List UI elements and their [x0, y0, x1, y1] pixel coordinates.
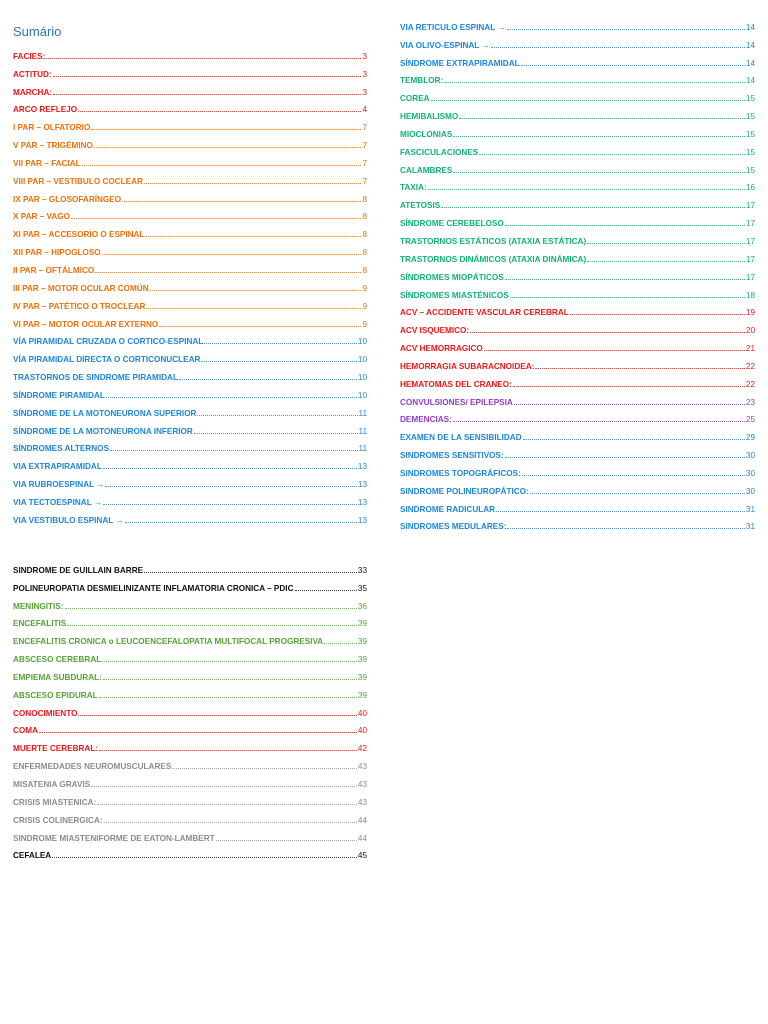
toc-entry-label: COMA [13, 726, 39, 736]
toc-entry[interactable] [400, 424, 755, 442]
toc-entry-label: CRISIS MIASTENICA: [13, 797, 97, 807]
toc-entry-page: 40 [357, 726, 367, 736]
toc-dot-leader [99, 749, 357, 751]
toc-dot-leader [507, 28, 745, 30]
toc-entry-page: 8 [362, 230, 367, 240]
toc-entry-label: TRASTORNOS DINÁMICOS (ATAXIA DINÁMICA) [400, 254, 587, 264]
toc-entry-page: 15 [745, 94, 755, 104]
toc-dot-leader [479, 153, 745, 155]
toc-entry-label: VI PAR – MOTOR OCULAR EXTERNO [13, 319, 159, 329]
toc-dot-leader [39, 731, 357, 733]
toc-entry[interactable] [400, 192, 755, 210]
toc-dot-leader [453, 171, 745, 173]
toc-entry[interactable] [400, 389, 755, 407]
toc-entry-page: 7 [362, 158, 367, 168]
toc-entry[interactable] [400, 14, 755, 32]
toc-entry-label: VÍA PIRAMIDAL DIRECTA O CORTICONUCLEAR [13, 355, 201, 365]
toc-entry-label: ABSCESO EPIDURAL [13, 690, 98, 700]
toc-entry-page: 15 [745, 165, 755, 175]
toc-entry-page: 44 [357, 815, 367, 825]
toc-entry-label: CALAMBRES [400, 165, 453, 175]
toc-entry[interactable] [13, 682, 367, 700]
toc-entry[interactable] [13, 771, 367, 789]
toc-entry[interactable] [13, 700, 367, 718]
toc-entry-page: 11 [358, 426, 367, 436]
toc-entry-label: ATETOSIS [400, 201, 441, 211]
toc-entry-label: ACTITUD: [13, 69, 52, 79]
toc-right-column [400, 14, 755, 531]
toc-entry-page: 8 [362, 212, 367, 222]
toc-entry-label: IX PAR – GLOSOFARÍNGEO [13, 194, 122, 204]
toc-entry-page: 9 [362, 301, 367, 311]
toc-entry-page: 8 [362, 248, 367, 258]
toc-entry[interactable] [400, 68, 755, 86]
toc-entry[interactable] [400, 85, 755, 103]
toc-entry[interactable] [13, 275, 367, 293]
toc-entry-page: 31 [745, 504, 755, 514]
toc-entry[interactable] [400, 442, 755, 460]
toc-entry-page: 9 [362, 283, 367, 293]
toc-entry[interactable] [13, 97, 367, 115]
toc-dot-leader [441, 206, 745, 208]
toc-entry-page: 13 [357, 462, 367, 472]
toc-entry[interactable] [13, 753, 367, 771]
toc-entry-label: EXAMEN DE LA SENSIBILIDAD [400, 433, 522, 443]
toc-entry-label: SÍNDROME CEREBELOSO [400, 219, 504, 229]
toc-entry-page: 17 [745, 272, 755, 282]
toc-entry-page: 3 [362, 69, 367, 79]
toc-entry-page: 14 [745, 58, 755, 68]
toc-entry-page: 11 [358, 444, 367, 454]
toc-entry[interactable] [400, 210, 755, 228]
toc-entry-page: 7 [362, 123, 367, 133]
toc-dot-leader [459, 117, 745, 119]
toc-entry-page: 20 [745, 326, 755, 336]
toc-dot-leader [104, 821, 357, 823]
toc-dot-leader [53, 75, 362, 77]
toc-entry-page: 13 [357, 497, 367, 507]
toc-entry-page: 30 [745, 451, 755, 461]
toc-entry[interactable] [13, 825, 367, 843]
toc-entry-label: TAXIA: [400, 183, 427, 193]
toc-entry-page: 19 [745, 308, 755, 318]
toc-dot-leader [428, 188, 745, 190]
toc-dot-leader [514, 403, 745, 405]
toc-dot-leader [125, 521, 357, 523]
toc-entry-label: ACV ISQUEMICO: [400, 326, 470, 336]
toc-dot-leader [103, 467, 357, 469]
toc-entry-page: 13 [357, 480, 367, 490]
toc-entry[interactable] [400, 371, 755, 389]
toc-entry[interactable] [13, 79, 367, 97]
toc-entry-page: 39 [357, 690, 367, 700]
toc-entry-label: COREA [400, 94, 430, 104]
toc-dot-leader [324, 642, 357, 644]
toc-entry[interactable] [400, 32, 755, 50]
toc-dot-leader [67, 624, 357, 626]
toc-entry-page: 43 [357, 779, 367, 789]
toc-dot-leader [491, 46, 745, 48]
toc-entry-label: II PAR – OFTÁLMICO [13, 265, 95, 275]
toc-dot-leader [71, 217, 361, 219]
toc-entry[interactable] [400, 335, 755, 353]
toc-dot-leader [496, 510, 745, 512]
toc-left-column-lower [13, 557, 367, 860]
toc-entry[interactable] [13, 293, 367, 311]
toc-entry[interactable] [400, 514, 755, 532]
toc-entry-label: HEMIBALISMO [400, 112, 459, 122]
toc-entry-label: MARCHA: [13, 87, 53, 97]
toc-entry[interactable] [400, 50, 755, 68]
toc-entry[interactable] [13, 718, 367, 736]
toc-entry-label: I PAR – OLFATORIO [13, 123, 91, 133]
toc-entry-label: ACV – ACCIDENTE VASCULAR CEREBRAL [400, 308, 569, 318]
toc-entry-page: 22 [745, 379, 755, 389]
toc-entry-label: ENCEFALITIS [13, 619, 67, 629]
toc-dot-leader [507, 527, 744, 529]
toc-entry-page: 3 [362, 87, 367, 97]
toc-entry-label: ACV HEMORRAGICO [400, 344, 483, 354]
toc-entry-page: 25 [745, 415, 755, 425]
toc-entry[interactable] [13, 453, 367, 471]
toc-entry-label: CEFALEA [13, 851, 52, 861]
toc-dot-leader [201, 360, 356, 362]
toc-entry-page: 17 [745, 254, 755, 264]
toc-entry-page: 43 [357, 797, 367, 807]
toc-dot-leader [53, 93, 361, 95]
toc-dot-leader [145, 235, 361, 237]
toc-entry-label: HEMATOMAS DEL CRANEO: [400, 379, 512, 389]
toc-entry[interactable] [13, 843, 367, 861]
toc-entry-page: 10 [357, 390, 367, 400]
toc-entry[interactable] [400, 317, 755, 335]
toc-dot-leader [99, 696, 357, 698]
toc-dot-leader [204, 342, 357, 344]
toc-dot-leader [78, 714, 356, 716]
toc-entry-page: 45 [357, 851, 367, 861]
toc-dot-leader [216, 839, 357, 841]
toc-dot-leader [484, 349, 745, 351]
toc-entry[interactable] [400, 103, 755, 121]
toc-entry-page: 15 [745, 147, 755, 157]
toc-entry-label: SINDROME DE GUILLAIN BARRE [13, 565, 144, 575]
toc-dot-leader [150, 289, 362, 291]
toc-entry-label: SINDROMES TOPOGRÁFICOS: [400, 468, 521, 478]
toc-entry-label: IV PAR – PATÉTICO O TROCLEAR [13, 301, 146, 311]
toc-entry-label: TRASTORNOS DE SINDROME PIRAMIDAL [13, 373, 178, 383]
toc-entry-label: X PAR – VAGO [13, 212, 71, 222]
toc-entry-page: 42 [357, 744, 367, 754]
toc-entry-label: VIA EXTRAPIRAMIDAL [13, 462, 102, 472]
toc-dot-leader [103, 503, 357, 505]
toc-entry-page: 14 [745, 76, 755, 86]
toc-entry-label: MIOCLONIAS [400, 129, 453, 139]
toc-entry-label: MENINGITIS: [13, 601, 64, 611]
toc-dot-leader [82, 164, 362, 166]
toc-entry-label: VIA RUBROESPINAL → [13, 480, 105, 490]
toc-entry-label: SÍNDROME DE LA MOTONEURONA SUPERIOR [13, 408, 197, 418]
toc-entry-page: 17 [745, 236, 755, 246]
toc-entry[interactable] [13, 346, 367, 364]
toc-entry-page: 8 [362, 265, 367, 275]
toc-dot-leader [431, 99, 745, 101]
toc-entry[interactable] [400, 353, 755, 371]
toc-entry-page: 36 [357, 601, 367, 611]
toc-entry-page: 33 [357, 565, 367, 575]
toc-entry[interactable] [13, 239, 367, 257]
toc-entry-label: HEMORRAGIA SUBARACNOIDEA: [400, 361, 535, 371]
toc-dot-leader [94, 146, 362, 148]
toc-dot-leader [102, 253, 362, 255]
toc-entry-page: 39 [357, 619, 367, 629]
toc-entry-page: 30 [745, 486, 755, 496]
toc-entry[interactable] [13, 382, 367, 400]
toc-entry[interactable] [13, 150, 367, 168]
toc-entry-label: CRISIS COLINERGICA: [13, 815, 103, 825]
toc-entry-label: VIII PAR – VESTIBULO COCLEAR [13, 176, 143, 186]
toc-dot-leader [91, 128, 361, 130]
toc-entry-page: 10 [357, 355, 367, 365]
toc-entry[interactable] [13, 807, 367, 825]
toc-dot-leader [97, 803, 357, 805]
toc-dot-leader [106, 396, 357, 398]
toc-entry-page: 3 [362, 51, 367, 61]
toc-entry-label: SÍNDROMES MIOPÁTICOS [400, 272, 504, 282]
toc-entry-label: V PAR – TRIGÉMINO [13, 141, 93, 151]
toc-entry[interactable] [13, 311, 367, 329]
toc-entry-page: 11 [358, 408, 367, 418]
toc-entry[interactable] [13, 436, 367, 454]
toc-title: Sumário [13, 24, 62, 39]
toc-entry-label: XI PAR – ACCESORIO O ESPINAL [13, 230, 145, 240]
toc-dot-leader [144, 571, 357, 573]
toc-entry-page: 16 [745, 183, 755, 193]
toc-entry-page: 29 [745, 433, 755, 443]
toc-dot-leader [91, 785, 357, 787]
toc-dot-leader [444, 81, 745, 83]
toc-entry[interactable] [13, 575, 367, 593]
toc-dot-leader [159, 325, 361, 327]
toc-entry[interactable] [13, 204, 367, 222]
toc-entry-page: 35 [357, 583, 367, 593]
toc-entry-page: 9 [362, 319, 367, 329]
toc-entry-page: 18 [745, 290, 755, 300]
toc-dot-leader [510, 296, 745, 298]
toc-left-column [13, 43, 367, 525]
toc-dot-leader [522, 474, 745, 476]
toc-dot-leader [78, 110, 361, 112]
toc-entry[interactable] [400, 228, 755, 246]
toc-entry-label: SINDROME MIASTENIFORME DE EATON-LAMBERT [13, 833, 215, 843]
toc-entry-label: FACIES: [13, 51, 46, 61]
toc-entry-page: 39 [357, 655, 367, 665]
toc-entry[interactable] [400, 121, 755, 139]
toc-dot-leader [587, 260, 745, 262]
toc-entry-label: SINDROME RADICULAR [400, 504, 496, 514]
toc-entry[interactable] [400, 139, 755, 157]
toc-entry-label: SÍNDROME PIRAMIDAL [13, 390, 105, 400]
toc-entry[interactable] [13, 329, 367, 347]
toc-entry-label: VIA RETICULO ESPINAL → [400, 22, 506, 32]
toc-dot-leader [535, 367, 745, 369]
toc-entry-label: TEMBLOR: [400, 76, 444, 86]
toc-entry[interactable] [13, 364, 367, 382]
toc-entry-page: 23 [745, 397, 755, 407]
toc-entry-page: 15 [745, 129, 755, 139]
toc-entry[interactable] [13, 489, 367, 507]
toc-entry-page: 40 [357, 708, 367, 718]
toc-entry[interactable] [13, 186, 367, 204]
toc-entry[interactable] [13, 593, 367, 611]
toc-dot-leader [505, 278, 745, 280]
toc-entry-label: VIA TECTOESPINAL → [13, 497, 103, 507]
toc-entry-page: 44 [357, 833, 367, 843]
toc-dot-leader [102, 660, 357, 662]
toc-entry-label: TRASTORNOS ESTÁTICOS (ATAXIA ESTÁTICA) [400, 236, 587, 246]
toc-entry-page: 4 [362, 105, 367, 115]
toc-entry-page: 8 [362, 194, 367, 204]
toc-entry[interactable] [13, 257, 367, 275]
toc-entry-page: 21 [745, 344, 755, 354]
toc-entry[interactable] [13, 664, 367, 682]
toc-entry-label: MUERTE CEREBRAL: [13, 744, 99, 754]
toc-entry-label: SINDROME POLINEUROPÁTICO: [400, 486, 529, 496]
toc-dot-leader [513, 385, 745, 387]
toc-entry[interactable] [13, 221, 367, 239]
toc-entry-label: VIA VESTIBULO ESPINAL → [13, 515, 124, 525]
toc-dot-leader [95, 271, 361, 273]
toc-entry-page: 30 [745, 468, 755, 478]
toc-entry-page: 14 [745, 22, 755, 32]
toc-entry-page: 15 [745, 112, 755, 122]
toc-entry[interactable] [400, 460, 755, 478]
toc-entry[interactable] [13, 471, 367, 489]
toc-entry[interactable] [13, 646, 367, 664]
toc-dot-leader [46, 57, 361, 59]
toc-dot-leader [530, 492, 745, 494]
toc-entry-label: SÍNDROME DE LA MOTONEURONA INFERIOR [13, 426, 193, 436]
toc-entry[interactable] [13, 611, 367, 629]
toc-entry[interactable] [400, 264, 755, 282]
toc-entry-label: ENCEFALITIS CRONICA o LEUCOENCEFALOPATIA MULTIFOCAL PROGRESIVA [13, 637, 324, 647]
toc-entry[interactable] [13, 400, 367, 418]
toc-dot-leader [505, 456, 745, 458]
toc-entry-label: CONVULSIONES/ EPILEPSIA [400, 397, 513, 407]
toc-entry-label: MISATENIA GRAVIS [13, 779, 91, 789]
toc-entry[interactable] [13, 418, 367, 436]
toc-entry-page: 39 [357, 672, 367, 682]
toc-entry[interactable] [400, 496, 755, 514]
toc-dot-leader [179, 378, 357, 380]
toc-dot-leader [105, 485, 356, 487]
toc-entry-label: VIA OLIVO-ESPINAL → [400, 40, 490, 50]
toc-entry-label: III PAR – MOTOR OCULAR COMÚN [13, 283, 149, 293]
toc-entry-page: 31 [745, 522, 755, 532]
toc-entry-label: VÍA PIRAMIDAL CRUZADA O CORTICO-ESPINAL [13, 337, 204, 347]
toc-entry[interactable] [400, 478, 755, 496]
toc-dot-leader [570, 313, 745, 315]
toc-entry-page: 14 [745, 40, 755, 50]
toc-entry-label: DEMENCIAS: [400, 415, 452, 425]
toc-dot-leader [523, 438, 745, 440]
toc-entry-page: 7 [362, 176, 367, 186]
toc-entry-label: ENFERMEDADES NEUROMUSCULARES [13, 762, 172, 772]
toc-entry-page: 7 [362, 141, 367, 151]
toc-entry[interactable] [400, 407, 755, 425]
toc-entry[interactable] [400, 246, 755, 264]
toc-entry[interactable] [13, 132, 367, 150]
toc-dot-leader [197, 414, 357, 416]
toc-entry-label: VII PAR – FACIAL [13, 158, 81, 168]
toc-entry[interactable] [13, 507, 367, 525]
toc-entry-label: SÍNDROMES ALTERNOS [13, 444, 109, 454]
toc-entry[interactable] [400, 300, 755, 318]
toc-entry-page: 17 [745, 201, 755, 211]
toc-entry-label: XII PAR – HIPOGLOSO [13, 248, 101, 258]
toc-dot-leader [103, 678, 357, 680]
toc-entry[interactable] [13, 168, 367, 186]
toc-dot-leader [122, 200, 361, 202]
toc-dot-leader [52, 856, 357, 858]
toc-entry-label: SINDROMES MEDULARES: [400, 522, 507, 532]
toc-entry[interactable] [13, 43, 367, 61]
toc-entry[interactable] [13, 789, 367, 807]
toc-dot-leader [453, 420, 745, 422]
toc-dot-leader [470, 331, 745, 333]
toc-entry[interactable] [400, 282, 755, 300]
toc-dot-leader [587, 242, 745, 244]
toc-dot-leader [295, 589, 357, 591]
toc-entry-label: SÍNDROME EXTRAPIRAMIDAL [400, 58, 520, 68]
toc-dot-leader [505, 224, 745, 226]
toc-entry-page: 10 [357, 373, 367, 383]
toc-entry-page: 10 [357, 337, 367, 347]
toc-entry[interactable] [13, 735, 367, 753]
toc-entry-page: 22 [745, 361, 755, 371]
toc-entry-label: POLINEUROPATIA DESMIELINIZANTE INFLAMATORIA CRONICA – PDIC [13, 583, 294, 593]
toc-entry-label: SÍNDROMES MIASTÉNICOS [400, 290, 509, 300]
toc-dot-leader [453, 135, 745, 137]
toc-entry-page: 43 [357, 762, 367, 772]
toc-entry-label: EMPIEMA SUBDURAL: [13, 672, 102, 682]
toc-entry[interactable] [400, 175, 755, 193]
toc-entry[interactable] [13, 61, 367, 79]
toc-entry-label: ARCO REFLEJO [13, 105, 78, 115]
toc-entry-page: 17 [745, 219, 755, 229]
toc-entry[interactable] [13, 628, 367, 646]
toc-entry-page: 39 [357, 637, 367, 647]
toc-entry-label: SINDROMES SENSITIVOS: [400, 451, 504, 461]
toc-dot-leader [521, 64, 745, 66]
toc-dot-leader [65, 607, 357, 609]
toc-dot-leader [146, 307, 361, 309]
toc-dot-leader [172, 767, 357, 769]
toc-dot-leader [144, 182, 361, 184]
toc-entry-page: 13 [357, 515, 367, 525]
toc-entry[interactable] [400, 157, 755, 175]
toc-entry[interactable] [13, 114, 367, 132]
toc-entry[interactable] [13, 557, 367, 575]
toc-dot-leader [110, 449, 358, 451]
toc-entry-label: ABSCESO CEREBRAL [13, 655, 102, 665]
toc-dot-leader [194, 432, 358, 434]
toc-entry-label: CONOCIMIENTO [13, 708, 78, 718]
toc-entry-label: FASCICULACIONES [400, 147, 479, 157]
